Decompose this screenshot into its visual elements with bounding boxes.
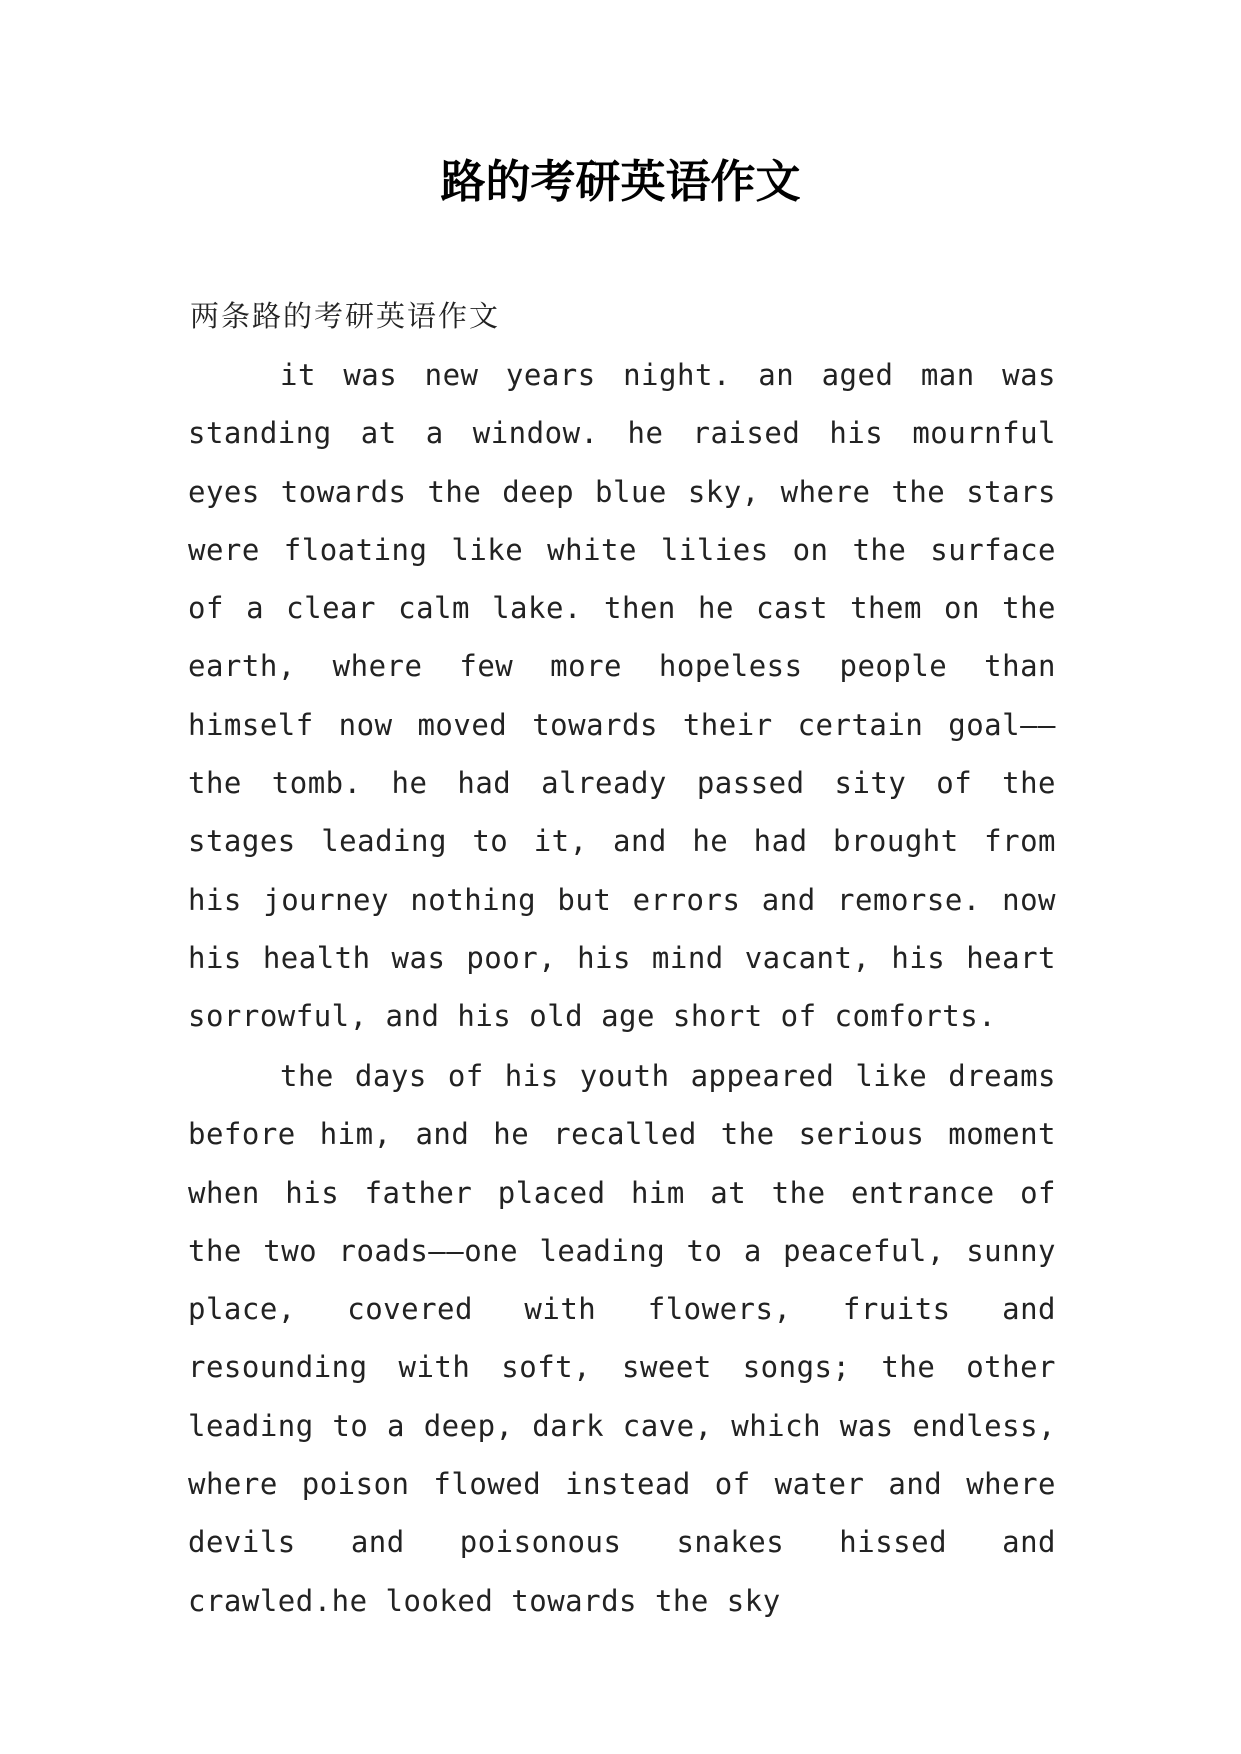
body-paragraph-2: the days of his youth appeared like dreams before him, and he recalled the serious moment when his father placed him at the entrance of the two roads——one leading to a peaceful, sunny place, covered with flowers, fruits and resounding with soft, sweet songs; the other leading to a deep, dark cave, which was endless, where poison flowed instead of water and where devils and poisonous snakes hissed and crawled.he looked towards the sky: [188, 1059, 1056, 1618]
document-subtitle: 两条路的考研英语作文: [190, 299, 501, 333]
page-title: 路的考研英语作文: [440, 155, 801, 208]
body-paragraph-1: it was new years night. an aged man was standing at a window. he raised his mournful eyes towards the deep blue sky, where the stars were floating like white lilies on the surface of a clear calm lake. then he cast them on the earth, where few more hopeless people than himself now moved towards their certain goal——the tomb. he had already passed sity of the stages leading to it, and he had brought from his journey nothing but errors and remorse. now his health was poor, his mind vacant, his heart sorrowful, and his old age short of comforts.: [188, 358, 1056, 1034]
